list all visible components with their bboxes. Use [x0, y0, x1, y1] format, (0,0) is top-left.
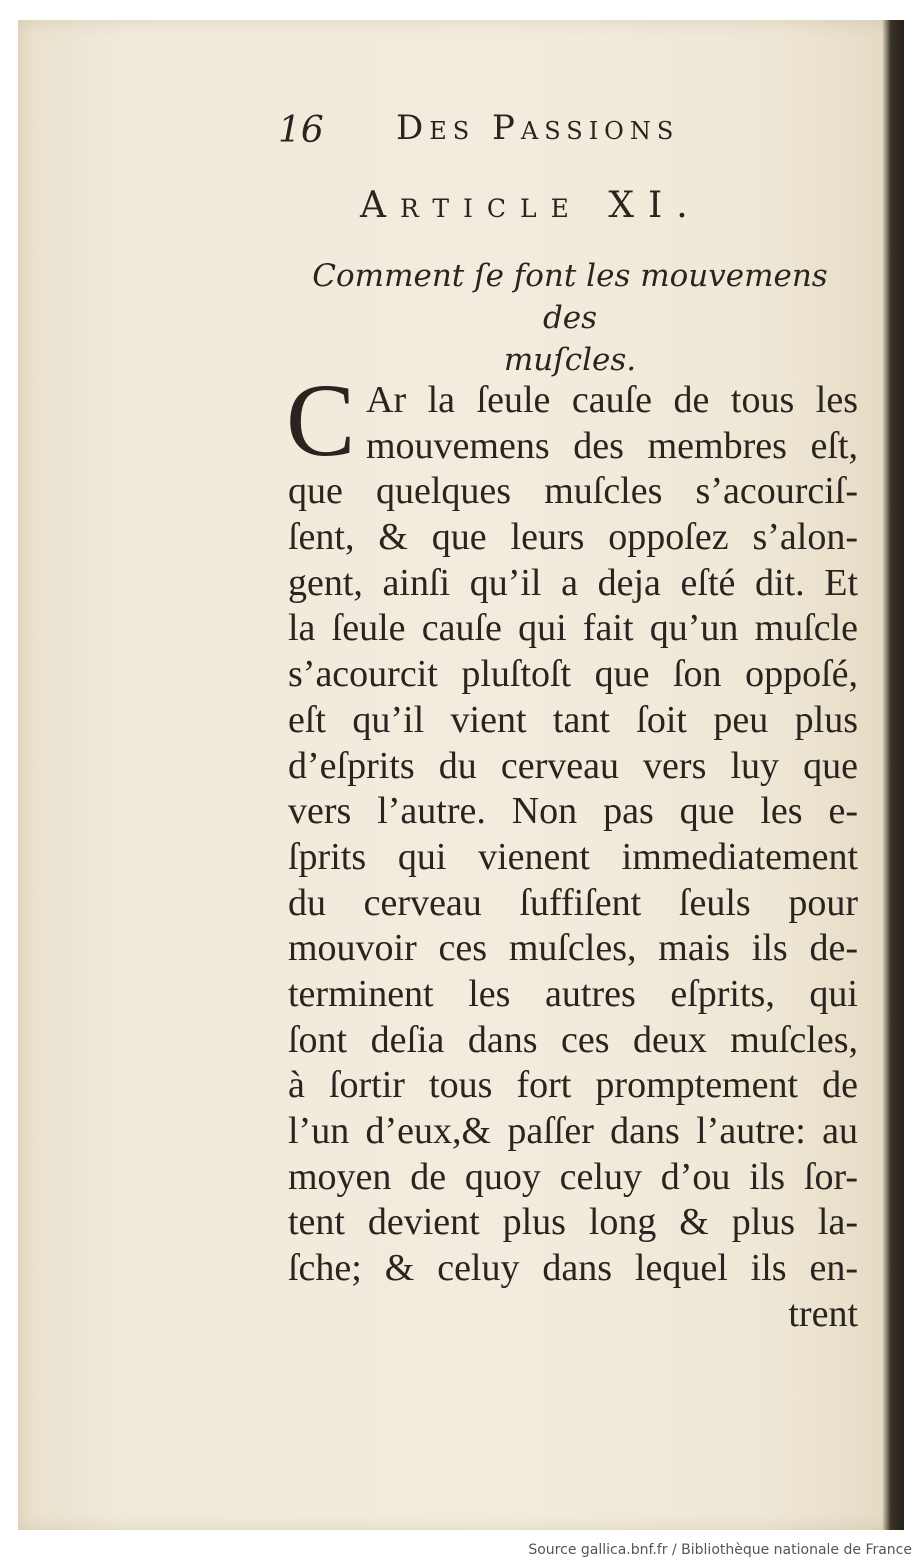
text-line: ſent, & que leurs oppoſez s’alon-	[288, 516, 858, 559]
text-line: mouvoir ces muſcles, mais ils de-	[288, 927, 858, 970]
text-line: vers l’autre. Non pas que les e-	[288, 790, 858, 833]
text-line: d’eſprits du cerveau vers luy que	[288, 744, 858, 787]
text-line: la ſeule cauſe qui fait qu’un muſcle	[288, 607, 858, 650]
source-credit: Source gallica.bnf.fr / Bibliothèque nationale de France	[528, 1542, 912, 1558]
body-text	[286, 363, 858, 1337]
text-line: que quelques muſcles s’acourciſ-	[288, 470, 858, 513]
article-subtitle-line: muſcles.	[503, 342, 637, 378]
text-line: ſprits qui vienent immediatement	[288, 835, 858, 878]
text-line: moyen de quoy celuy d’ou ils ſor-	[288, 1155, 858, 1198]
article-subtitle	[300, 255, 840, 381]
text-line: gent, ainſi qu’il a deja eſté dit. Et	[288, 561, 858, 604]
text-line: Ar la ſeule cauſe de tous les	[366, 379, 858, 421]
article-subtitle-line: Comment ſe font les mouvemens des	[312, 258, 828, 336]
text-line: terminent les autres eſprits, qui	[288, 972, 858, 1015]
text-line: ſont deſia dans ces deux muſcles,	[288, 1018, 858, 1061]
text-line: à ſortir tous fort promptement de	[288, 1064, 858, 1107]
text-line: mouvemens des membres eſt,	[366, 424, 858, 467]
text-line: du cerveau ſuffiſent ſeuls pour	[288, 881, 858, 924]
text-line: tent devient plus long & plus la-	[288, 1201, 858, 1244]
drop-cap: C	[286, 363, 356, 478]
text-line: ſche; & celuy dans lequel ils en-	[288, 1247, 858, 1290]
page-edge	[882, 20, 904, 1530]
article-heading: Article XI.	[360, 185, 702, 226]
text-line: s’acourcit pluſtoſt que ſon oppoſé,	[288, 653, 858, 696]
catchword: trent	[788, 1292, 858, 1335]
text-line: eſt qu’il vient tant ſoit peu plus	[288, 698, 858, 741]
running-header	[268, 88, 758, 151]
page-number: 16	[278, 110, 324, 151]
running-title: Des Passions	[396, 108, 680, 148]
text-line: l’un d’eux,& paſſer dans l’autre: au	[288, 1110, 858, 1152]
